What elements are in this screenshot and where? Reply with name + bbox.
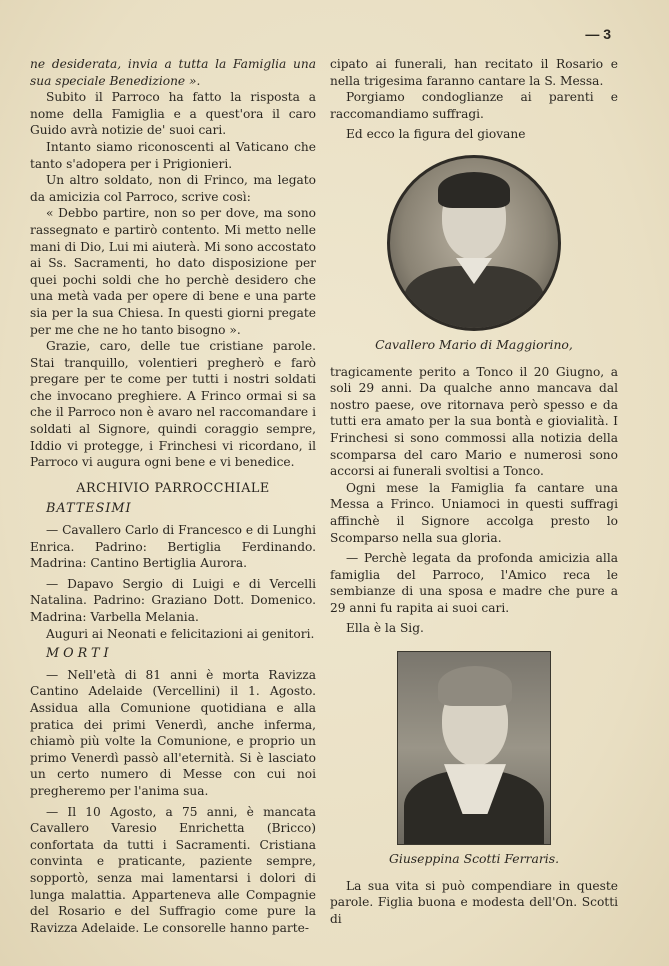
paragraph: La sua vita si può compendiare in queste parole. Figlia buona e modesta dell'On. Scotti di <box>330 878 618 926</box>
paragraph: Grazie, caro, delle tue cristiane parole. Stai tranquillo, volentieri pregherò e farò pregare per te come per tutti i nostri soldati che invocano preghiere. A Frinco ormai si sa che il Parroco non è avaro nel raccomandare i soldati al Signore, quindi coraggio sempre, Iddio vi protegge, i Frinchesi vi ricordano, il Parroco vi augura ogni bene e vi benedice. <box>30 339 316 470</box>
paragraph: Ogni mese la Famiglia fa cantare una Messa a Frinco. Uniamoci in questi suffragi affinchè il Signore accolga presto lo Scomparso nella sua gloria. <box>330 480 618 545</box>
section-heading-archivio: ARCHIVIO PARROCCHIALE <box>76 480 270 496</box>
paragraph: Ella è la Sig. <box>346 621 424 636</box>
left-column <box>30 56 316 936</box>
paragraph: Auguri ai Neonati e felicitazioni ai genitori. <box>46 626 315 641</box>
paragraph: Porgiamo condoglianze ai parenti e raccomandiamo suffragi. <box>330 90 618 121</box>
paragraph: ne desiderata, invia a tutta la Famiglia una sua speciale Benedizione ». <box>30 57 316 88</box>
death-entry: — Il 10 Agosto, a 75 anni, è mancata Cavallero Varesio Enrichetta (Bricco) confortata da tutti i Sacramenti. Cristiana convinta e praticante, paziente sempre, sopportò, senza mai lamentarsi i dolori di lunga malattia. Apparteneva alle Compagnie del Rosario e del Suffragio come pure la Ravizza Adelaide. Le consorelle hanno parte- <box>30 804 316 935</box>
paragraph: Intanto siamo riconoscenti al Vaticano che tanto s'adopera per i Prigionieri. <box>30 139 316 171</box>
right-column <box>330 56 618 927</box>
subheading-battesimi: BATTESIMI <box>46 501 132 517</box>
photo-caption: Giuseppina Scotti Ferraris. <box>388 851 560 867</box>
death-entry: — Nell'età di 81 anni è morta Ravizza Cantino Adelaide (Vercellini) il 1. Agosto. Assidua alla Comunione quotidiana e alla pratica dei primi Venerdì, anche inferma, chiamò più volte la Comunione, e proprio un primo Venerdì passò all'eternità. Si è lasciato un certo numero di Messe con cui noi pregheremo per l'anima sua. <box>30 667 316 798</box>
baptism-entry: — Cavallero Carlo di Francesco e di Lunghi Enrica. Padrino: Bertiglia Ferdinando. Madrina: Cantino Bertiglia Aurora. <box>30 523 316 571</box>
portrait-photo-young-man <box>387 155 561 331</box>
subheading-morti: MORTI <box>46 646 113 662</box>
baptism-entry: — Dapavo Sergio di Luigi e di Vercelli Natalina. Padrino: Graziano Dott. Domenico. Madrina: Varbella Melania. <box>30 576 316 624</box>
photo-caption: Cavallero Mario di Maggiorino, <box>375 336 573 352</box>
paragraph: Subito il Parroco ha fatto la risposta a nome della Famiglia e a quest'ora il caro Guido avrà notizie de' suoi cari. <box>30 90 316 138</box>
soldier-letter-quote: « Debbo partire, non so per dove, ma sono rassegnato e partirò contento. Mi metto nelle mani di Dio, Lui mi aiuterà. Mi sono accostato ai Ss. Sacramenti, ho dato disposizione per quei pochi soldi che ho perchè desidero che una metà vada per opere di bene e una parte sia per la sua Chiesa. In questi giorni pregate per me che ne ho tanto bisogno ». <box>30 206 316 337</box>
paragraph: Ed ecco la figura del giovane <box>346 127 526 142</box>
paragraph: — Perchè legata da profonda amicizia alla famiglia del Parroco, l'Amico reca le sembianze di una sposa e madre che pure a 29 anni fu rapita ai suoi cari. <box>330 551 618 615</box>
portrait-photo-woman <box>397 651 551 845</box>
paragraph: cipato ai funerali, han recitato il Rosario e nella trigesima faranno cantare la S. Messa. <box>330 57 618 88</box>
page-number: — 3 <box>585 26 611 42</box>
paragraph: Un altro soldato, non di Frinco, ma legato da amicizia col Parroco, scrive così: <box>30 173 316 204</box>
paragraph: tragicamente perito a Tonco il 20 Giugno, a soli 29 anni. Da qualche anno mancava dal nostro paese, ove ritornava però spesso e da tutti era amato per la sua bontà e giovialità. I Frinchesi si sono commossi alla notizia della scomparsa del caro Mario e numerosi sono accorsi ai funerali svoltisi a Tonco. <box>330 364 618 479</box>
